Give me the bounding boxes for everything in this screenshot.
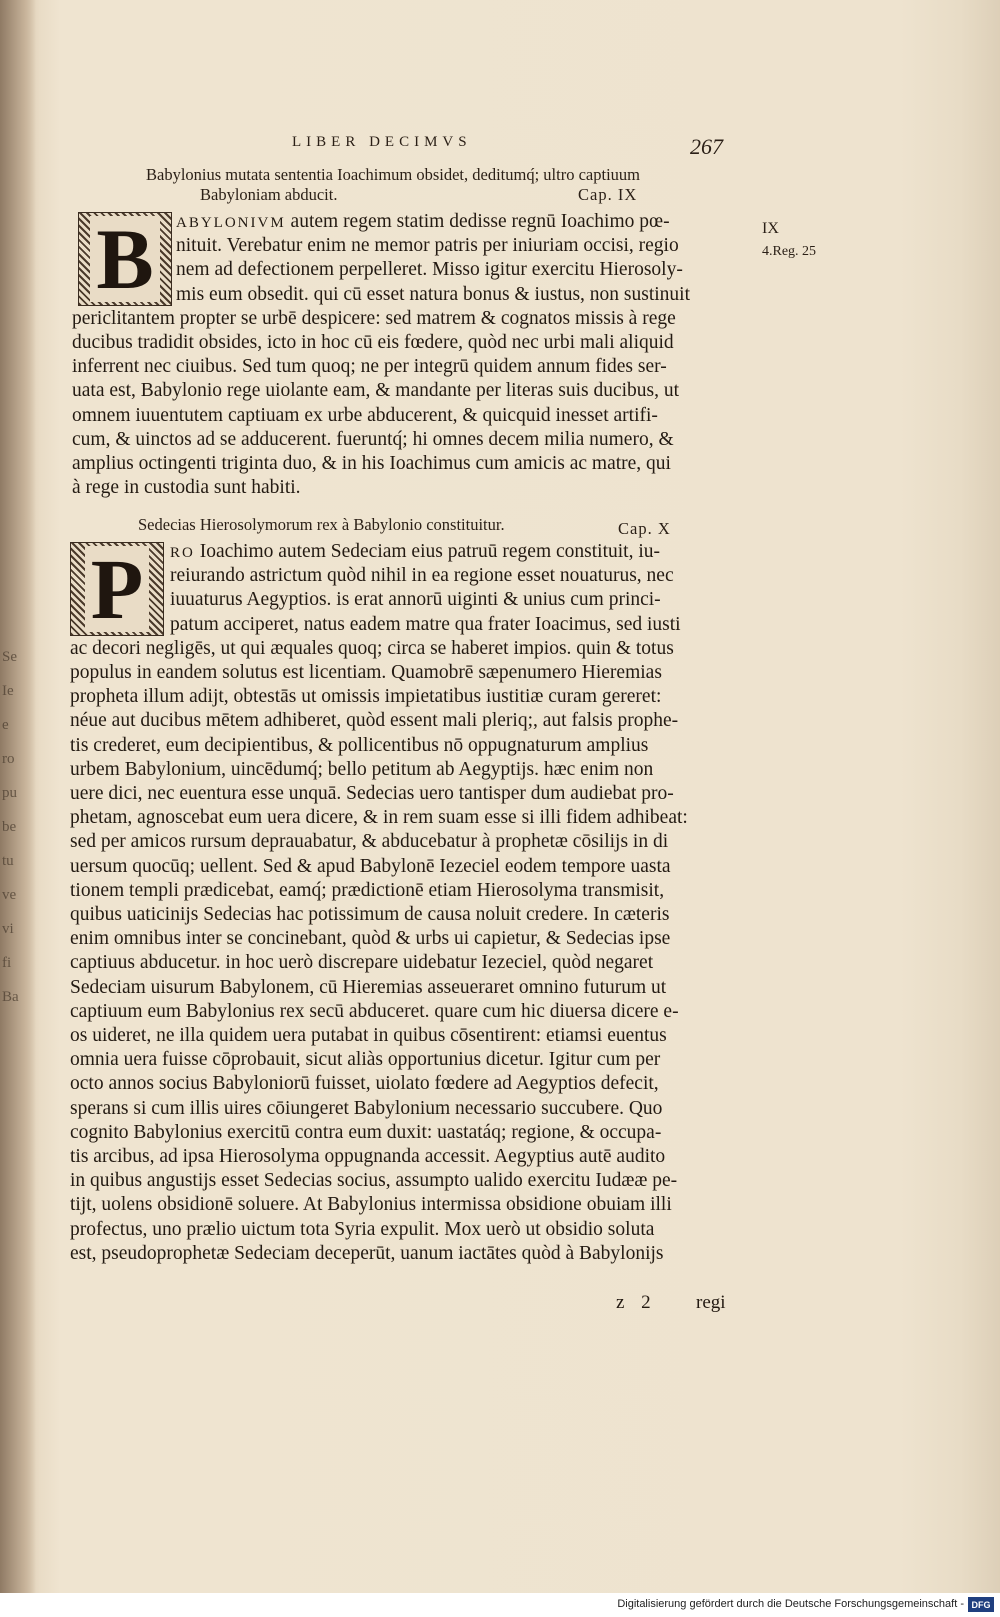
text-line: ducibus tradidit obsides, icto in hoc cū eis fœdere, quòd nec urbi mali aliquid bbox=[72, 332, 674, 353]
edge-fragment: tu bbox=[2, 853, 14, 869]
running-head: LIBER DECIMVS bbox=[292, 134, 472, 150]
edge-fragment: Se bbox=[2, 649, 17, 665]
text-line: sed per amicos rursum deprauabatur, & abducebatur à prophetæ cōsilijs in di bbox=[70, 831, 669, 853]
signature-mark: z 2 bbox=[616, 1292, 657, 1313]
edge-fragment: e bbox=[2, 717, 9, 733]
text-line: ABYLONIVM autem regem statim dedisse regnū Ioachimo pœ- bbox=[176, 211, 670, 232]
text-line: enim omnibus inter se concinebant, quòd & urbs ui capietur, & Sedecias ipse bbox=[70, 928, 671, 950]
dfg-logo: DFG bbox=[968, 1597, 994, 1612]
text-line: os uideret, ne illa quidem uera putabat in quibus cōsentirent: etiamsi euentus bbox=[70, 1025, 667, 1046]
initial-letter: P bbox=[85, 546, 150, 632]
text-line: à rege in custodia sunt habiti. bbox=[72, 477, 301, 499]
initial-letter: B bbox=[90, 216, 159, 302]
text-line: cum, & uinctos ad se adducerent. fueruntq́; hi omnes decem milia numero, & bbox=[72, 428, 674, 450]
text-line: RO Ioachimo autem Sedeciam eius patruū regem constituit, iu- bbox=[170, 541, 660, 562]
text-line: ac decori negligēs, ut qui æquales quoq; circa se haberet impios. quin & totus bbox=[70, 637, 674, 659]
text-line: tijt, uolens obsidionē soluere. At Babylonius intermissa obsidione obuiam illi bbox=[70, 1194, 672, 1216]
text-line: Sedeciam uisurum Babylonem, cū Hieremias asseueraret omnino futurum ut bbox=[70, 976, 667, 998]
text-line: nem ad defectionem perpelleret. Misso igitur exercitu Hierosoly- bbox=[176, 259, 683, 281]
footer-bar bbox=[0, 1593, 1000, 1617]
text-line: tis arcibus, ad ipsa Hierosolyma oppugnanda accessit. Aegyptius autē audito bbox=[70, 1146, 666, 1167]
edge-fragment: fi bbox=[2, 955, 12, 971]
edge-fragment: ve bbox=[2, 887, 17, 903]
text-line: est, pseudoprophetæ Sedeciam deceperūt, uanum iactātes quòd à Babylonijs bbox=[70, 1242, 664, 1264]
text-line: tionem templi prædicebat, eamq́; prædictionē etiam Hierosolyma transmisit, bbox=[70, 879, 665, 901]
text-line: urbem Babylonium, uincēdumq́; bello petitum ab Aegyptijs. hæc enim non bbox=[70, 758, 654, 780]
chapter10-cap-number: Cap. X bbox=[618, 519, 671, 538]
chapter9-cap-number: Cap. IX bbox=[578, 185, 638, 204]
text-line: inferrent nec ciuibus. Sed tum quoq; ne per integrū quidem annum fides ser- bbox=[72, 356, 667, 378]
edge-fragment: ro bbox=[2, 751, 15, 767]
text-line: profectus, uno prælio uictum tota Syria expulit. Mox uerò ut obsidio soluta bbox=[70, 1218, 655, 1240]
text-line: in quibus angustijs esset Sedecias socius, assumpto ualido exercitu Iudææ pe- bbox=[70, 1170, 678, 1192]
text-line: néue aut ducibus mētem adhiberet, quòd essent mali pleriq;, aut falsis prophe- bbox=[70, 710, 679, 732]
funding-note: Digitalisierung gefördert durch die Deutsche Forschungsgemeinschaft - bbox=[617, 1598, 964, 1610]
text-line: cognito Babylonius exercitū contra eum duxit: uastatáq; regione, & occupa- bbox=[70, 1121, 662, 1143]
text-line: omnem iuuentutem captiuam ex urbe abducerent, & quicquid inesset artifi- bbox=[72, 404, 658, 426]
edge-fragment: Ba bbox=[2, 989, 19, 1005]
text-line: iuuaturus Aegyptios. is erat annorū uiginti & unius cum princi- bbox=[170, 589, 661, 611]
chapter9-heading-line2: Babyloniam abducit. bbox=[200, 185, 338, 204]
decorated-initial-p bbox=[70, 542, 164, 636]
text-line: mis eum obsedit. qui cū esset natura bonus & iustus, non sustinuit bbox=[176, 283, 691, 305]
folio-number: 267 bbox=[690, 134, 723, 159]
text-line: populus in eandem solutus est licentiam. Quamobrē sæpenumero Hieremias bbox=[70, 662, 662, 683]
text-line: quibus uaticinijs Sedecias hac potissimum de causa noluit credere. In cæteris bbox=[70, 904, 670, 925]
text-line: phetam, agnoscebat eum uera dicere, & in rem suam esse si illi fidem adhibeat: bbox=[70, 807, 688, 829]
facing-page-fragments bbox=[2, 640, 28, 1014]
text-line: captiuus abducetur. in hoc uerò discrepare uidebatur Iezeciel, quòd negaret bbox=[70, 952, 654, 974]
margin-note-chapter: IX bbox=[762, 220, 779, 237]
text-line: omnia uera fuisse cōprobauit, sicut aliàs opportunius dicetur. Igitur cum per bbox=[70, 1049, 661, 1071]
text-line: tis crederet, eum decipientibus, & pollicentibus nō oppugnaturum amplius bbox=[70, 734, 649, 756]
text-line: propheta illum adijt, obtestās ut omissis impietatibus iustitiæ curam gereret: bbox=[70, 686, 662, 708]
edge-fragment: be bbox=[2, 819, 17, 835]
text-line: sperans si cum illis uires cōiungeret Babylonium necessario succubere. Quo bbox=[70, 1097, 663, 1119]
text-line: patum acciperet, natus eadem matre qua frater Ioacimus, sed iusti bbox=[170, 613, 681, 635]
text-line: captiuum eum Babylonius rex secū abduceret. quare cum hic diuersa dicere e- bbox=[70, 1000, 679, 1022]
edge-fragment: Ie bbox=[2, 683, 14, 699]
chapter9-heading-line1: Babylonius mutata sententia Ioachimum obsidet, deditumq́; ultro captiuum bbox=[146, 165, 640, 184]
facing-page-edge bbox=[0, 0, 36, 1593]
text-line: uere dici, nec euentura esse unquā. Sedecias uero tantisper dum audiebat pro- bbox=[70, 783, 674, 804]
text-line: nituit. Verebatur enim ne memor patris per iniuriam occisi, regio bbox=[176, 235, 679, 257]
text-line: periclitantem propter se urbē despicere: sed matrem & cognatos missis à rege bbox=[72, 307, 676, 329]
edge-fragment: vi bbox=[2, 921, 14, 937]
margin-note-reference: 4.Reg. 25 bbox=[762, 244, 817, 259]
text-line: reiurando astrictum quòd nihil in ea regione esset nouaturus, nec bbox=[170, 565, 674, 587]
chapter10-heading: Sedecias Hierosolymorum rex à Babylonio constituitur. bbox=[138, 515, 505, 534]
text-line: octo annos socius Babyloniorū fuisset, uiolato fœdere ad Aegyptios defecit, bbox=[70, 1073, 659, 1095]
decorated-initial-b bbox=[78, 212, 172, 306]
text-line: amplius octingenti triginta duo, & in his Ioachimus cum amicis ac matre, qui bbox=[72, 453, 671, 474]
text-line: uata est, Babylonio rege uiolante eam, & mandante per literas suis ducibus, ut bbox=[72, 380, 680, 402]
edge-fragment: pu bbox=[2, 785, 17, 801]
catchword: regi bbox=[696, 1292, 726, 1313]
text-line: uersum quocūq; uellent. Sed & apud Babylonē Iezeciel eodem tempore uasta bbox=[70, 855, 671, 877]
